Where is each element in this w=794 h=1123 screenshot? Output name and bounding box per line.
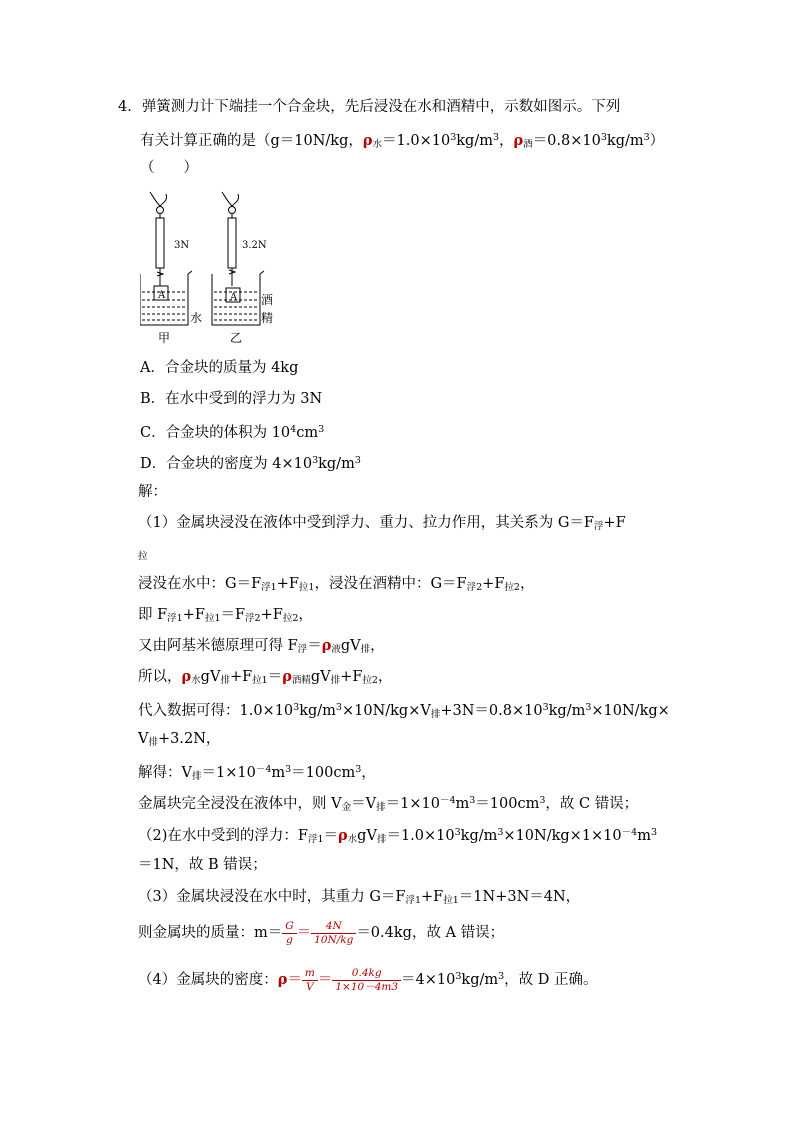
fraction-G-over-g: $\frac{G}{g}$	[282, 920, 296, 947]
caption-yi: 乙	[230, 331, 243, 345]
hook-ring-right	[229, 207, 236, 214]
solution-line-10: （2)在水中受到的浮力：$F_{浮1}=\rho_水gV_排=1.0\times 10^3kg/m^3\times 10N/kg\times 1\times 10^{-4}m^3$	[138, 827, 657, 845]
solution-line-3: 即 $F_{浮1}+F_{拉1}=F_{浮2}+F_{拉2}$，	[138, 607, 313, 624]
hook-ring-left	[157, 207, 164, 214]
solution-heading: 解：	[138, 484, 167, 500]
option-a: A．合金块的质量为 4kg	[140, 360, 299, 376]
solution-line-1b: 拉	[138, 551, 148, 562]
option-b: B．在水中受到的浮力为 3N	[140, 391, 323, 407]
option-c: C．合金块的体积为 $10^4cm^3$	[140, 424, 325, 441]
solution-line-9: 金属块完全浸没在液体中，则 $V_金=V_排=1\times 10^{-4}m^3=100cm^3$，故 C 错误；	[138, 795, 639, 813]
solution-line-14: （4）金属块的密度：ρ＝ $\frac{m}{V}$ ＝ $\frac{0.4kg}{1\times 10-4m3}$ $=4\times 10^3kg/m^3$，故 D 正确。	[138, 966, 598, 993]
hand-right	[222, 192, 239, 206]
option-d: D．合金块的密度为 $4\times 10^3kg/m^3$	[140, 455, 361, 472]
liquid-label-water: 水	[190, 311, 203, 325]
liquid-label-alcohol-2: 精	[261, 311, 274, 325]
solution-line-8: 解得：$V_排=1\times 10^{-4}m^3=100cm^3$，	[138, 764, 376, 782]
solution-line-13: 则金属块的质量：m＝ $\frac{G}{g}$ ＝ $\frac{4N}{10N/kg}$ ＝0.4kg，故 A 错误；	[138, 919, 505, 946]
scale-body-right	[228, 218, 236, 268]
figure-drawing	[140, 188, 280, 348]
solution-line-1: （1）金属块浸没在液体中受到浮力、重力、拉力作用，其关系为 $G=F_浮+F$	[138, 515, 626, 532]
question-line-2: 有关计算正确的是（g＝10N/kg，$\rho_水=1.0\times 10^3kg/m^3$，$\rho_酒=0.8\times 10^3kg/m^3$）	[140, 132, 665, 150]
solution-line-4: 又由阿基米德原理可得 $F_浮=\rho_液gV_排$，	[138, 637, 385, 655]
solution-line-11: ＝1N，故 B 错误；	[138, 857, 267, 873]
block-label-b: A	[230, 292, 238, 303]
answer-blank: （ ）	[140, 160, 198, 176]
fraction-m-over-V: $\frac{m}{V}$	[302, 967, 318, 994]
fraction-4N-over-10Nkg: $\frac{4N}{10N/kg}$	[311, 920, 356, 947]
question-line-1: 4．弹簧测力计下端挂一个合金块，先后浸没在水和酒精中，示数如图示。下列	[118, 99, 621, 115]
solution-line-5: 所以，$\rho_水gV_排+F_{拉1}=\rho_{酒精}gV_排+F_{拉2}$，	[138, 668, 393, 686]
scale-body-left	[156, 218, 164, 268]
fraction-density: $\frac{0.4kg}{1\times 10-4m3}$	[332, 967, 401, 994]
reading-label-a: 3N	[174, 240, 190, 251]
hand-left	[150, 192, 167, 206]
reading-label-b: 3.2N	[242, 240, 267, 251]
spring-scale-figure	[140, 188, 280, 348]
solution-line-7: $V_排+3.2N$，	[138, 731, 221, 748]
solution-line-6: 代入数据可得：$1.0\times 10^3kg/m^3\times 10N/kg\times V_排+3N=0.8\times 10^3kg/m^3\times 10N/kg\times$	[138, 702, 670, 720]
liquid-label-alcohol-1: 酒	[261, 293, 274, 307]
block-label-a: A	[158, 290, 166, 301]
solution-line-2: 浸没在水中：$G=F_{浮1}+F_{拉1}$，浸没在酒精中：$G=F_{浮2}+F_{拉2}$，	[138, 576, 535, 593]
caption-jia: 甲	[158, 331, 171, 345]
solution-line-12: （3）金属块浸没在水中时，其重力 $G=F_{浮1}+F_{拉1}=1N+3N=4N$，	[138, 889, 581, 906]
